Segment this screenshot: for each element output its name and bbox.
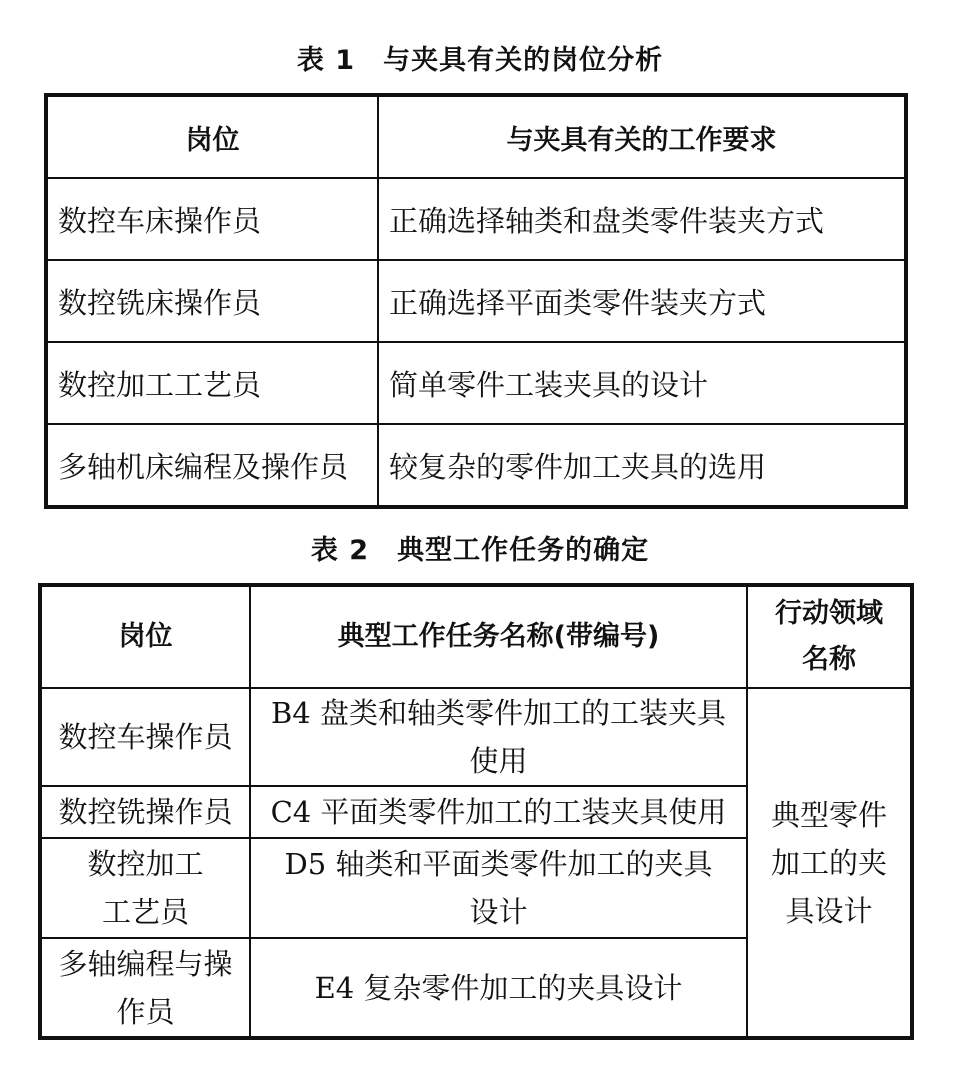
action-area-text: 典型零件加工的夹具设计	[770, 797, 887, 928]
position-cell	[40, 938, 250, 1038]
table-row	[46, 424, 906, 507]
task-text: B4 盘类和轴类零件加工的工装夹具使用	[271, 696, 726, 778]
table-row	[46, 342, 906, 424]
position-cell: 数控铣操作员	[40, 786, 250, 838]
position-cell: 数控铣床操作员	[46, 260, 378, 342]
position-text: 数控加工工艺员	[87, 847, 204, 929]
table-header-row	[46, 95, 906, 178]
position-cell: 数控车操作员	[40, 688, 250, 786]
requirement-cell: 正确选择平面类零件装夹方式	[378, 260, 906, 342]
column-header: 与夹具有关的工作要求	[378, 95, 906, 178]
task-cell	[250, 838, 747, 938]
task-cell	[250, 688, 747, 786]
requirement-cell: 简单零件工装夹具的设计	[378, 342, 906, 424]
requirement-cell: 正确选择轴类和盘类零件装夹方式	[378, 178, 906, 260]
table-row	[40, 688, 912, 786]
column-header: 岗位	[46, 95, 378, 178]
table-row	[46, 260, 906, 342]
table2	[38, 583, 914, 1040]
position-cell: 数控车床操作员	[46, 178, 378, 260]
table-header-row	[40, 585, 912, 688]
table1-caption: 表 1 与夹具有关的岗位分析	[296, 45, 664, 76]
position-cell	[40, 838, 250, 938]
task-cell: E4 复杂零件加工的夹具设计	[250, 938, 747, 1038]
table1	[44, 93, 908, 509]
column-header: 岗位	[40, 585, 250, 688]
task-cell: C4 平面类零件加工的工装夹具使用	[250, 786, 747, 838]
action-area-cell	[747, 688, 912, 1038]
position-cell: 数控加工工艺员	[46, 342, 378, 424]
task-text: D5 轴类和平面类零件加工的夹具设计	[284, 847, 713, 929]
table2-caption: 表 2 典型工作任务的确定	[310, 535, 650, 566]
column-header-text: 行动领域名称	[775, 598, 883, 675]
table-row	[46, 178, 906, 260]
column-header: 典型工作任务名称(带编号)	[250, 585, 747, 688]
column-header	[747, 585, 912, 688]
position-text: 多轴编程与操作员	[58, 946, 233, 1029]
requirement-cell: 较复杂的零件加工夹具的选用	[378, 424, 906, 507]
position-cell: 多轴机床编程及操作员	[46, 424, 378, 507]
